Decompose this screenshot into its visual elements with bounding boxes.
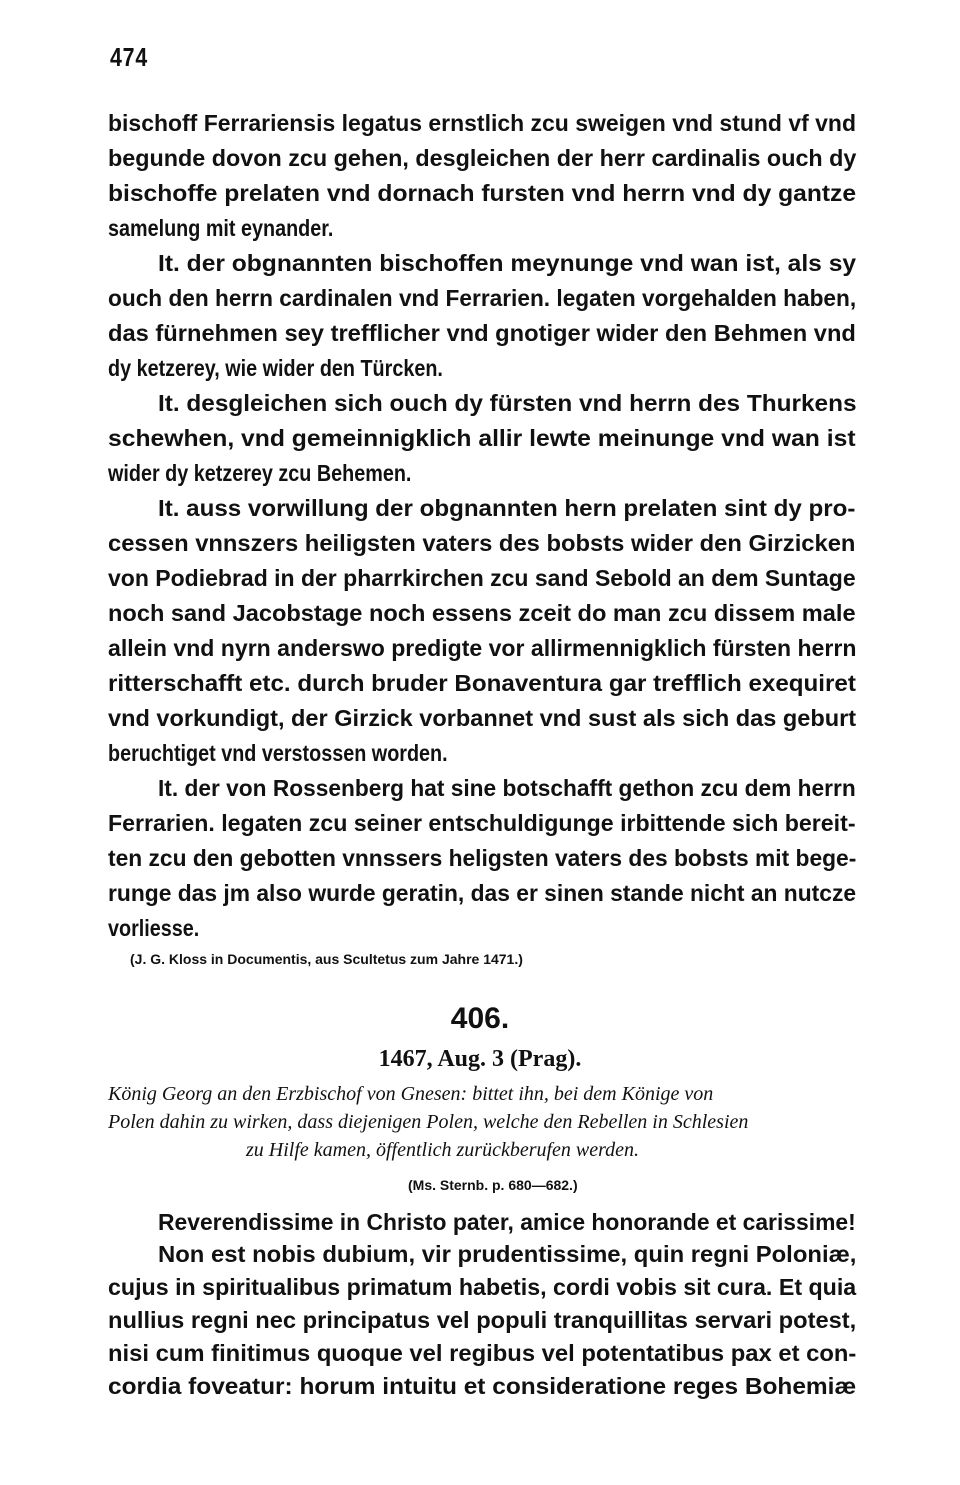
salutation-line: Reverendissime in Christo pater, amice honorande et carissime! xyxy=(158,1209,856,1235)
text-line: nullius regni nec principatus vel populi tranquillitas servari potest, xyxy=(108,1307,857,1333)
text-line: schewhen, vnd gemeinnigklich allir lewte meinunge vnd wan ist xyxy=(108,425,856,451)
document-number: 406. xyxy=(450,1002,510,1035)
text-line: samelung mit eynander. xyxy=(108,215,334,241)
document-date: 1467, Aug. 3 (Prag). xyxy=(378,1046,582,1072)
paragraph-start-line: It. auss vorwillung der obgnannten hern prelaten sint dy pro- xyxy=(158,495,856,521)
text-line: das fürnehmen sey trefflicher vnd gnotiger wider den Behmen vnd xyxy=(108,320,856,346)
text-line: ten zcu den gebotten vnnssers heligsten vaters des bobsts mit bege- xyxy=(108,845,857,871)
text-line: vorliesse. xyxy=(108,915,200,941)
text-line: vnd vorkundigt, der Girzick vorbannet vnd sust als sich das geburt xyxy=(108,705,857,731)
text-line: runge das jm also wurde geratin, das er sinen stande nicht an nutcze xyxy=(108,880,857,906)
paragraph-start-line: Non est nobis dubium, vir prudentissime, quin regni Poloniæ, xyxy=(158,1241,857,1267)
regest-line: König Georg an den Erzbischof von Gnesen: bittet ihn, bei dem Könige von xyxy=(108,1083,714,1105)
text-line: cujus in spiritualibus primatum habetis, cordi vobis sit cura. Et quia xyxy=(108,1274,857,1300)
text-line: bischoff Ferrariensis legatus ernstlich zcu sweigen vnd stund vf vnd xyxy=(108,110,856,136)
text-line: allein vnd nyrn anderswo predigte vor allirmennigklich fürsten herrn xyxy=(108,635,857,661)
text-line: von Podiebrad in der pharrkirchen zcu sand Sebold an dem Suntage xyxy=(108,565,856,591)
text-line: wider dy ketzerey zcu Behemen. xyxy=(108,460,412,486)
text-line: ritterschafft etc. durch bruder Bonaventura gar trefflich exequiret xyxy=(108,670,856,696)
text-line: beruchtiget vnd verstossen worden. xyxy=(108,740,448,766)
text-line: ouch den herrn cardinalen vnd Ferrarien. legaten vorgehalden haben, xyxy=(108,285,857,311)
regest-line: Polen dahin zu wirken, dass diejenigen Polen, welche den Rebellen in Schlesien xyxy=(108,1111,749,1133)
continuation-source-note: (J. G. Kloss in Documentis, aus Scultetus zum Jahre 1471.) xyxy=(130,951,523,967)
text-line: begunde dovon zcu gehen, desgleichen der herr cardinalis ouch dy xyxy=(108,145,857,171)
paragraph-start-line: It. der obgnannten bischoffen meynunge vnd wan ist, als sy xyxy=(158,250,857,276)
text-line: noch sand Jacobstage noch essens zceit do man zcu dissem male xyxy=(108,600,856,626)
text-line: nisi cum finitimus quoque vel regibus vel potentatibus pax et con- xyxy=(108,1340,857,1366)
text-line: bischoffe prelaten vnd dornach fursten vnd herrn vnd dy gantze xyxy=(108,180,857,206)
paragraph-start-line: It. der von Rossenberg hat sine botschafft gethon zcu dem herrn xyxy=(158,775,856,801)
text-line: Ferrarien. legaten zcu seiner entschuldigunge irbittende sich bereit- xyxy=(108,810,856,836)
page-number: 474 xyxy=(110,42,149,72)
text-line: cessen vnnszers heiligsten vaters des bobsts wider den Girzicken xyxy=(108,530,856,556)
text-line: cordia foveatur: horum intuitu et consideratione reges Bohemiæ xyxy=(108,1373,857,1399)
regest-line: zu Hilfe kamen, öffentlich zurückberufen werden. xyxy=(246,1139,640,1161)
document-source-note: (Ms. Sternb. p. 680—682.) xyxy=(408,1177,578,1193)
text-line: dy ketzerey, wie wider den Türcken. xyxy=(108,355,443,381)
paragraph-start-line: It. desgleichen sich ouch dy fürsten vnd herrn des Thurkens xyxy=(158,390,857,416)
